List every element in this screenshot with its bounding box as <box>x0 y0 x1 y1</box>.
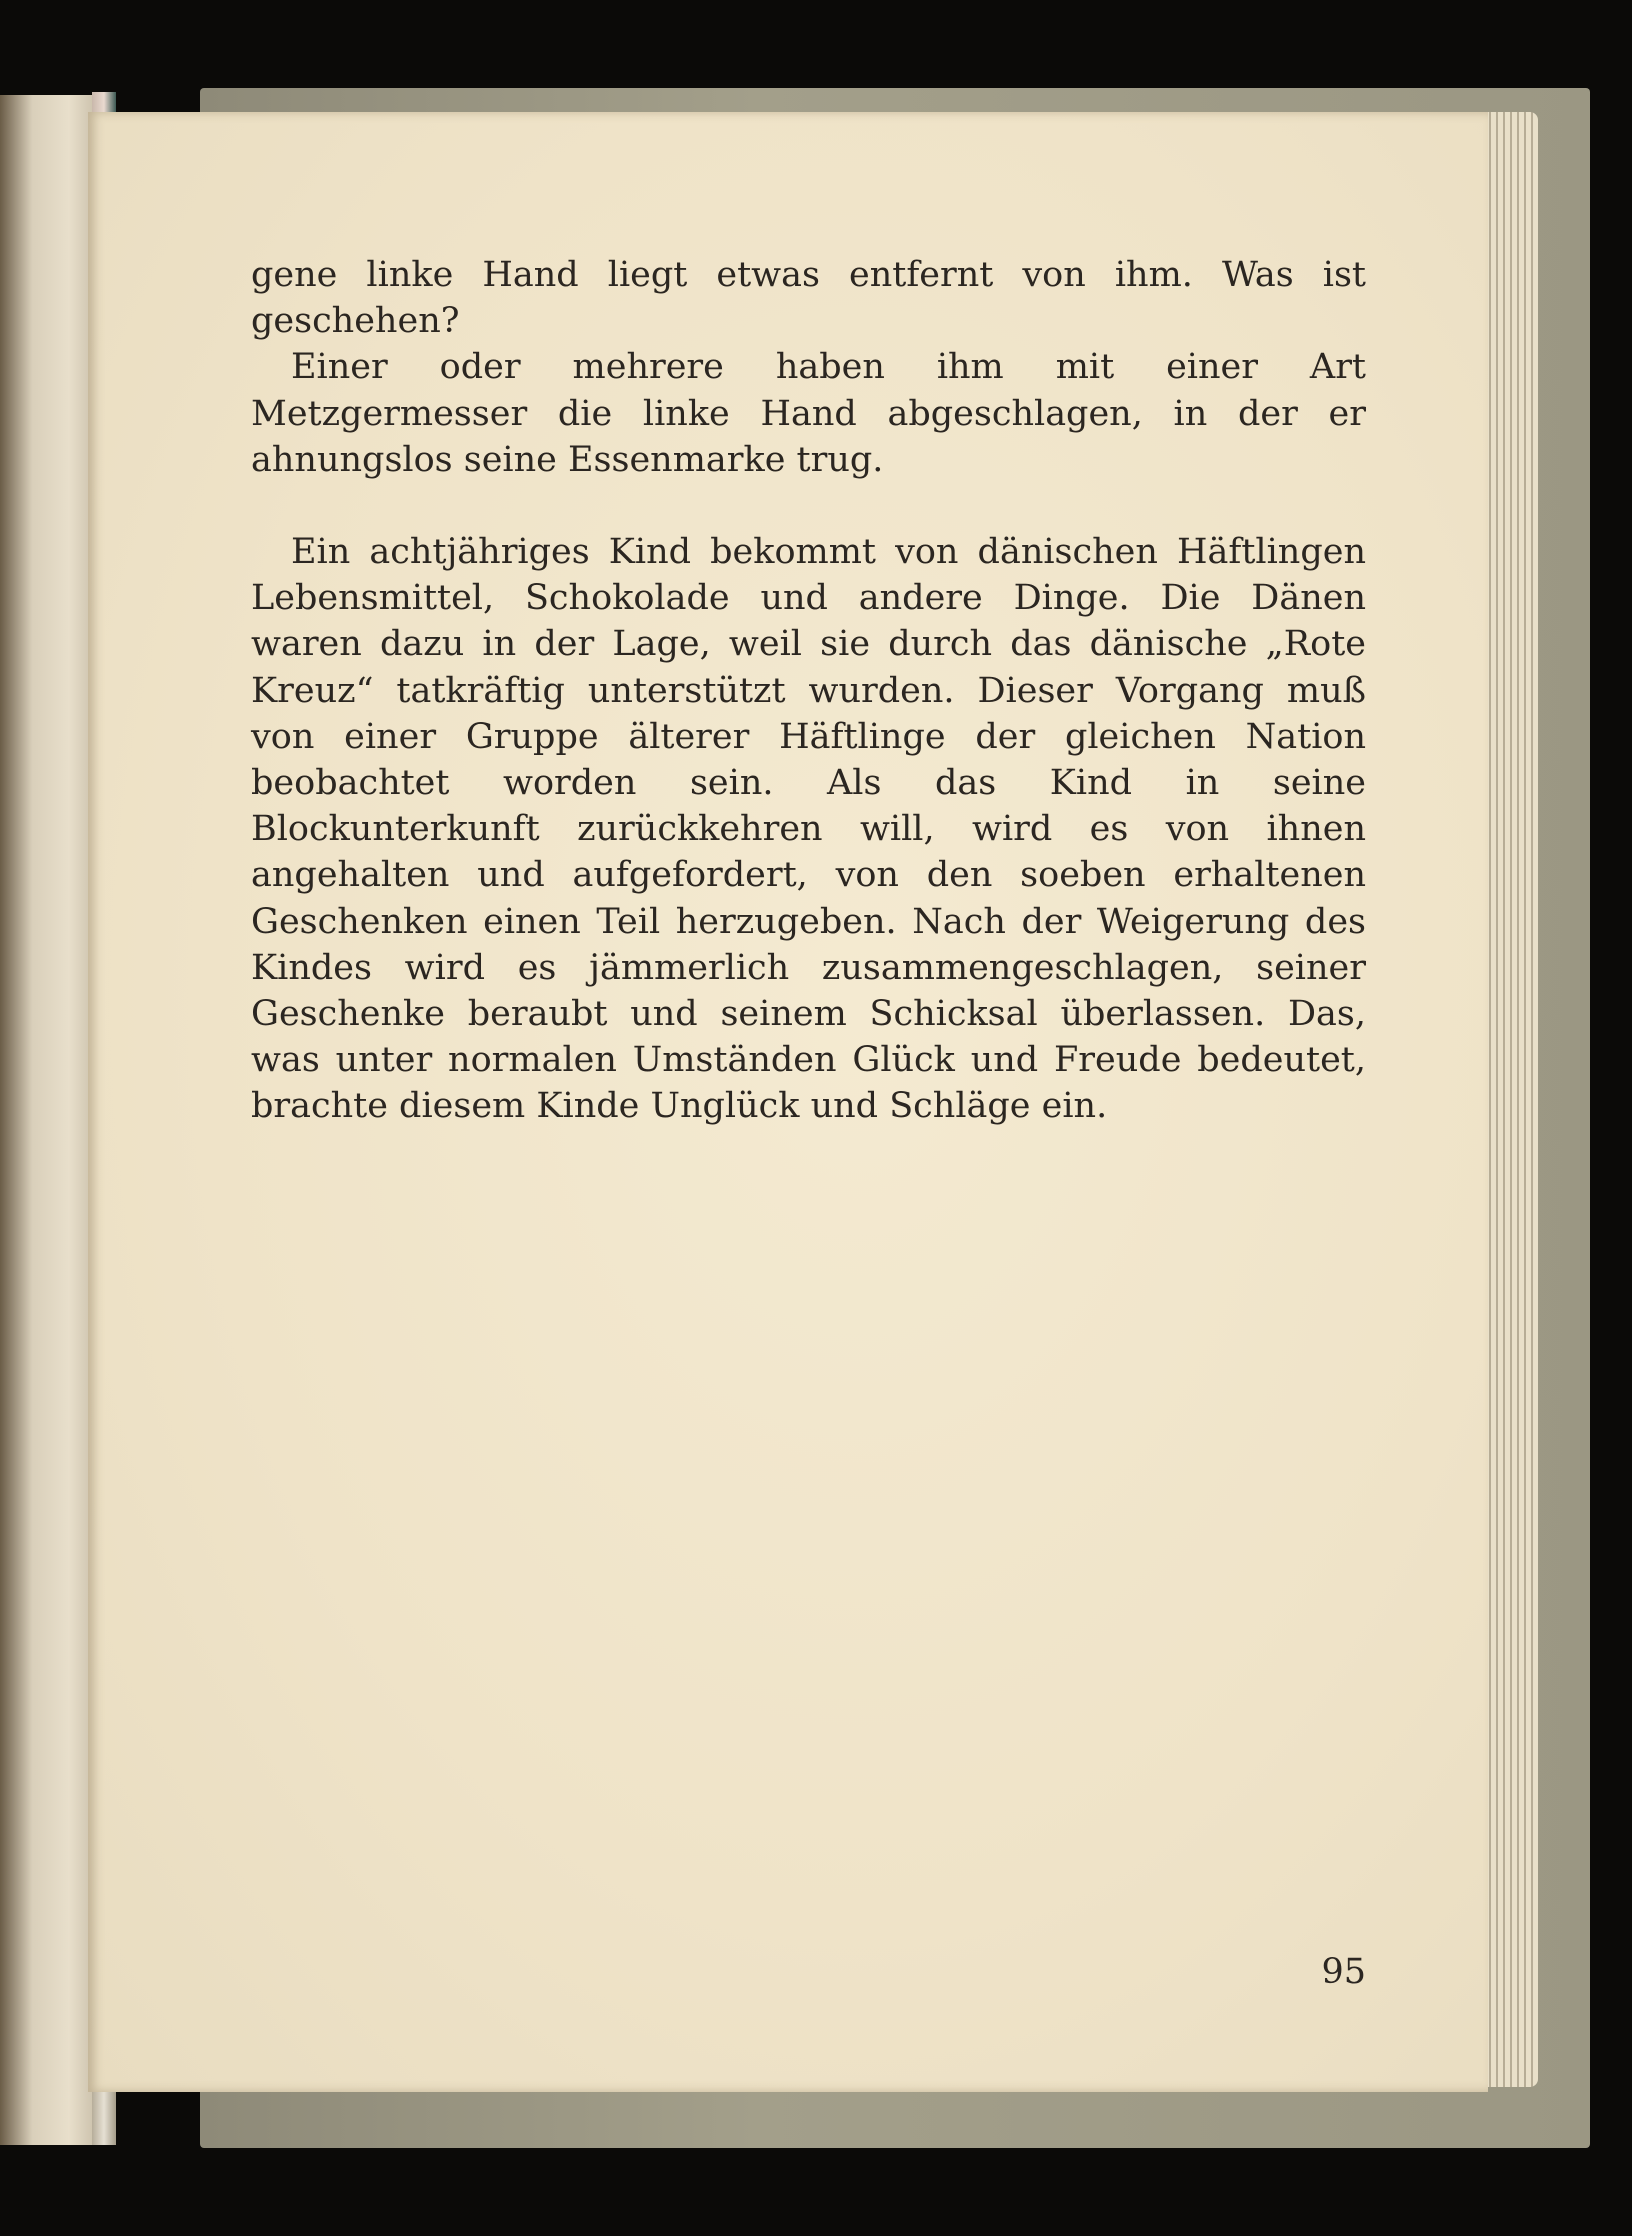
left-facing-page <box>0 95 92 2145</box>
page-number: 95 <box>1321 1952 1366 1992</box>
book-page <box>88 112 1488 2092</box>
paragraph-child-story: Ein achtjähriges Kind bekommt von dänischen Häftlingen Lebensmittel, Schokolade und andere Dinge. Die Dänen waren dazu in der Lage, weil sie durch das dänische „Rote Kreuz“ tatkräftig unterstützt wurden. Dieser Vorgang muß von einer Gruppe älterer Häftlinge der gleichen Nation beobachtet worden sein. Als das Kind in seine Blockunterkunft zurückkehren will, wird es von ihnen angehalten und aufgefordert, von den soeben erhaltenen Geschenken einen Teil herzugeben. Nach der Weigerung des Kindes wird es jämmerlich zusammengeschlagen, seiner Geschenke beraubt und seinem Schicksal überlassen. Das, was unter normalen Umständen Glück und Freude bedeutet, brachte diesem Kinde Unglück und Schläge ein. <box>251 532 1366 1127</box>
page-text <box>251 252 1366 1130</box>
paragraph-continuation: gene linke Hand liegt etwas entfernt von ihm. Was ist geschehen? <box>251 255 1366 342</box>
paragraph-answer: Einer oder mehrere haben ihm mit einer Art Metzgermesser die linke Hand abgeschlagen, in der er ahnungslos seine Essenmarke trug. <box>251 347 1366 480</box>
